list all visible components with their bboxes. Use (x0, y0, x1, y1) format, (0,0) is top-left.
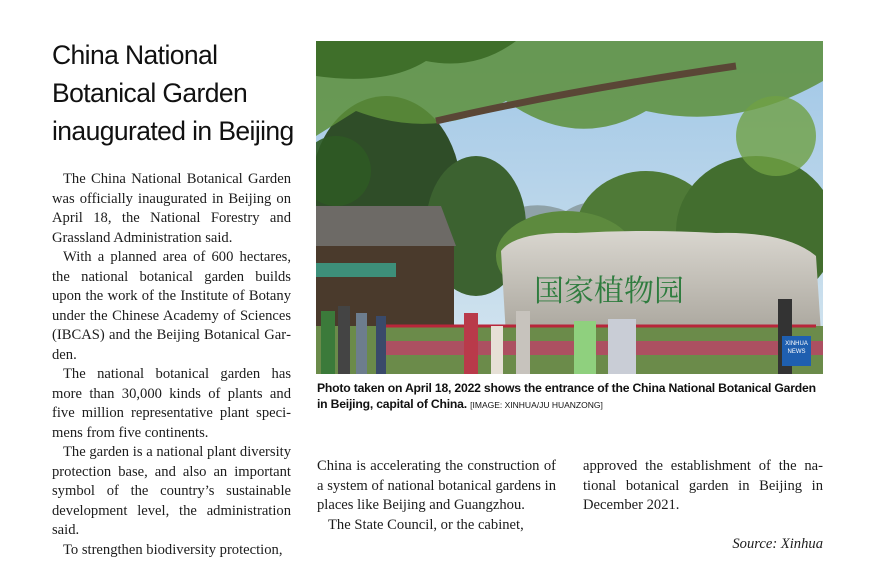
paragraph: China is accelerating the construction of a system of national botanical gardens in places like Beijing and Guangzhou. (317, 458, 556, 513)
paragraph: approved the establishment of the national botanical garden in Beijing in December 2021. (583, 458, 823, 513)
article-column-1 (52, 170, 291, 560)
paragraph: The China National Botanical Garden was officially inaugurated in Beijing on April 18, the National Forestry and Grassland Administration said. (52, 171, 291, 246)
paragraph: The garden is a national plant diversity protection base, and also an important symbol of the country’s sustainable development level, the administration said. (52, 444, 291, 538)
article-column-3 (583, 457, 823, 516)
paragraph: The State Council, or the cabinet, (328, 516, 524, 533)
paragraph: To strengthen biodiversity protection, (63, 541, 283, 558)
article-column-2 (317, 457, 556, 535)
paragraph: With a planned area of 600 hectares, the national botanical garden builds upon the work of the Institute of Botany under the Chinese Academy of Sciences (IBCAS) and the Beijing Botanical Garden. (52, 249, 291, 363)
source-credit: Source: Xinhua (732, 536, 823, 552)
headline-line: inaugurated in Beijing (52, 116, 294, 146)
headline-line: China National (52, 40, 218, 70)
headline-line: Botanical Garden (52, 78, 248, 108)
paragraph: The national botanical garden has more than 30,000 kinds of plants and five million representative plant specimens from five continents. (52, 366, 291, 441)
stone-inscription: 国家植物园 (534, 274, 684, 309)
xinhua-logo: XINHUA NEWS (782, 336, 811, 366)
caption-text: Photo taken on April 18, 2022 shows the entrance of the China National Botanical Garden in Beijing, capital of China. (317, 381, 816, 411)
headline (52, 36, 302, 150)
photo-caption (317, 381, 823, 413)
photo-credit: [IMAGE: XINHUA/JU HUANZONG] (470, 399, 603, 410)
garden-entrance-photo (316, 41, 823, 374)
photo-illustration (316, 41, 823, 374)
